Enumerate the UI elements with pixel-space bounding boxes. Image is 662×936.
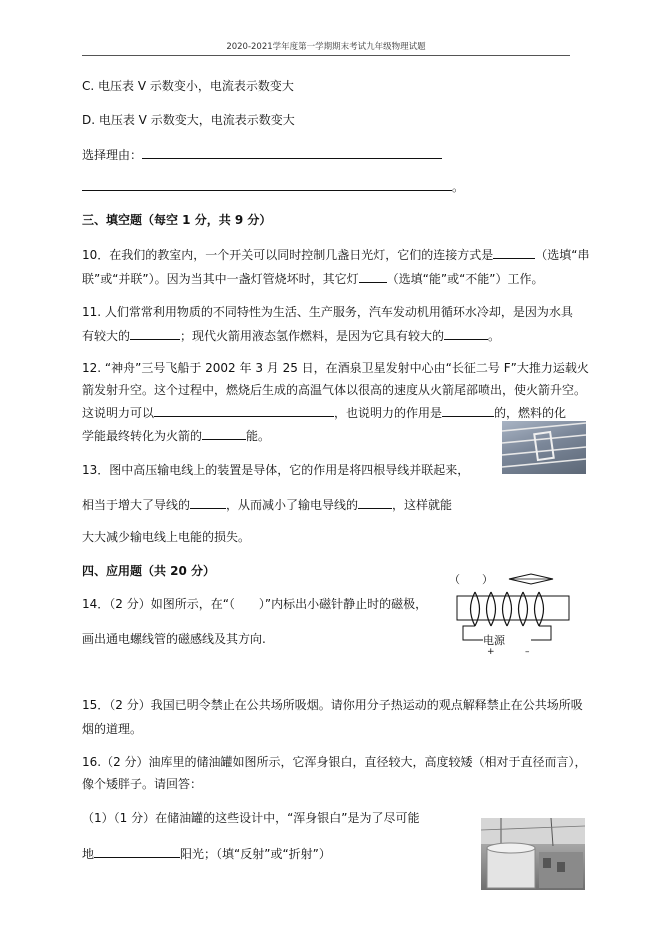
reason-blank-2[interactable] — [82, 178, 452, 191]
reason-label: 选择理由： — [82, 148, 143, 162]
header-divider — [82, 55, 570, 56]
reason-blank-1[interactable] — [142, 146, 442, 159]
q16-sub1: （1）（1 分）在储油罐的这些设计中，“浑身银白”是为了尽可能 — [82, 811, 420, 825]
q14-line-2: 画出通电螺线管的磁感线及其方向. — [82, 632, 266, 646]
wire-right — [531, 626, 551, 640]
q10-line-2: 联”或“并联”）。因为当其中一盏灯管烧坏时，其它灯 （选填“能”或“不能”）工作。 — [82, 272, 544, 286]
q13-blank-1[interactable] — [190, 496, 226, 509]
q11-blank-1[interactable] — [130, 327, 180, 340]
plus-terminal: + — [487, 647, 495, 656]
q12-line-4: 学能最终转化为火箭的 能。 — [82, 429, 271, 443]
solenoid-coil — [471, 592, 544, 626]
q11-blank-2[interactable] — [444, 327, 488, 340]
q10-line-1: 10．在我们的教室内，一个开关可以同时控制几盏日光灯，它们的连接方式是 （选填“串 — [82, 248, 590, 262]
q12-blank-1[interactable] — [154, 404, 334, 417]
q13-line-2: 相当于增大了导线的 ，从而减小了输电导线的 ，这样就能 — [82, 498, 453, 512]
power-line-spacer-photo — [502, 421, 586, 474]
q15-line-2: 烟的道理。 — [82, 722, 143, 736]
wire-left — [463, 626, 483, 640]
section-4-title: 四、应用题（共 20 分） — [82, 564, 216, 578]
q16-line-2: 像个矮胖子。请回答： — [82, 777, 203, 791]
q14-line-1: 14．（2 分）如图所示，在“（ ）”内标出小磁针静止时的磁极， — [82, 597, 428, 611]
section-3-title: 三、填空题（每空 1 分，共 9 分） — [82, 213, 272, 227]
q11-line-2: 有较大的 ；现代火箭用液态氢作燃料，是因为它具有较大的 。 — [82, 329, 501, 343]
minus-terminal: – — [525, 647, 530, 656]
reason-line-2: 。 — [82, 178, 464, 195]
q13-line-1: 13．图中高压输电线上的装置是导体，它的作用是将四根导线并联起来， — [82, 463, 470, 477]
q16-blank-1[interactable] — [94, 845, 180, 858]
q12-line-2: 箭发射升空。这个过程中，燃烧后生成的高温气体以很高的速度从火箭尾部喷出，使火箭升空。 — [82, 383, 587, 397]
q10-blank-1[interactable] — [493, 246, 535, 259]
q12-line-3: 这说明力可以 ，也说明力的作用是 的，燃料的化 — [82, 406, 567, 420]
page-header: 2020-2021学年度第一学期期末考试九年级物理试题 — [226, 42, 426, 52]
oil-storage-tank-photo — [481, 818, 585, 890]
q13-line-3: 大大减少输电线上电能的损失。 — [82, 530, 251, 544]
q11-line-1: 11. 人们常常利用物质的不同特性为生活、生产服务，汽车发动机用循环水冷却，是因为水具 — [82, 305, 573, 319]
power-source-label: 电源 — [483, 634, 505, 647]
q10-blank-2[interactable] — [359, 270, 387, 283]
solenoid-core — [457, 596, 569, 620]
option-d: D. 电压表 V 示数变大，电流表示数变大 — [82, 113, 295, 127]
q16-sub1-blank-line: 地 阳光；（填“反射”或“折射”） — [82, 847, 331, 861]
solenoid-diagram — [447, 570, 577, 656]
option-c: C. 电压表 V 示数变小，电流表示数变大 — [82, 79, 294, 93]
reason-line — [82, 146, 442, 163]
q16-line-1: 16.（2 分）油库里的储油罐如图所示，它浑身银白，直径较大，高度较矮（相对于直径而言）， — [82, 755, 587, 769]
q12-blank-2[interactable] — [442, 404, 494, 417]
compass-bracket-label: （ ） — [449, 573, 493, 586]
q15-line-1: 15．（2 分）我国已明令禁止在公共场所吸烟。请你用分子热运动的观点解释禁止在公共场所吸 — [82, 698, 583, 712]
q12-line-1: 12. “神舟”三号飞船于 2002 年 3 月 25 日，在酒泉卫星发射中心由“长征二号 F”大推力运载火 — [82, 361, 589, 375]
q12-blank-3[interactable] — [202, 427, 246, 440]
q13-blank-2[interactable] — [358, 496, 392, 509]
